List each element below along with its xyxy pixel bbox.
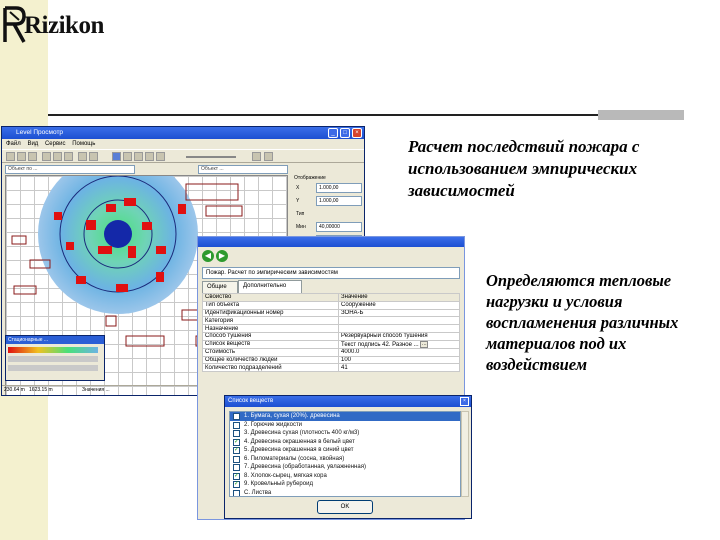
list-item[interactable]: 1. Бумага, сухая (20%). древесина [230,412,460,421]
object-combo[interactable]: Объект по ... [5,165,135,174]
dialog-titlebar[interactable] [225,396,471,407]
legend-title: Стационарные ... [6,336,104,344]
substance-list [229,411,461,497]
checkbox[interactable] [233,464,240,471]
properties-grid [202,293,460,372]
legend-scale [8,347,98,353]
grid-header: Свойство Значение [203,294,460,302]
close-button[interactable]: × [352,128,362,138]
back-button[interactable]: ◀ [202,250,214,262]
table-row[interactable]: Стоимость 4000.0 [203,348,460,356]
list-item[interactable]: 3. Древесина сухая (плотность 400 кг/м3) [230,429,460,438]
zoom-slider[interactable] [186,156,236,158]
checkbox[interactable] [233,430,240,437]
hand-icon[interactable] [123,152,132,161]
checkbox[interactable]: ✓ [234,472,240,479]
list-item[interactable]: ✓ 4. Древесина окрашенная в белый цвет [234,438,355,445]
table-row[interactable]: Общее количество людей 100 [203,356,460,364]
table-row[interactable]: Способ тушения Резервуарный способ тушения [203,332,460,340]
status-coord-x: 230.64 m [4,387,25,393]
table-row[interactable]: Тип объекта Сооружение [203,301,460,309]
props-header: Отображение [294,175,326,181]
rule-accent [598,110,684,120]
legend-row [8,365,98,371]
menu-file[interactable]: Файл [6,141,21,147]
ruler-icon[interactable] [145,152,154,161]
checkbox[interactable]: ✓ [234,447,240,453]
status-coord-y: 1623.15 m [29,387,53,393]
layers-icon[interactable] [134,152,143,161]
dialog-scrollbar[interactable] [461,411,469,497]
prop-row: Y 1.000,00 [294,196,364,207]
select-icon[interactable] [112,152,121,161]
checkbox[interactable]: ✓ [234,481,240,487]
map-window-title: Level Просмотр [16,129,64,136]
table-row[interactable]: Назначение [203,325,460,333]
menu-help[interactable]: Помощь [72,141,96,147]
prop-row: Тип [296,211,305,217]
menu-service[interactable]: Сервис [44,141,66,147]
ok-button[interactable]: OK [317,500,373,514]
prop-row: X 1.000,00 [294,183,364,194]
calculation-combo[interactable]: Пожар. Расчет по эмпирическим зависимостям [202,267,460,279]
tab-additional[interactable]: Дополнительно [238,280,302,293]
menu-view[interactable]: Вид [27,141,39,147]
horizontal-rule [48,114,684,116]
print-icon[interactable] [28,152,37,161]
status-right: Значения ... [82,387,110,393]
paste-icon[interactable] [64,152,73,161]
list-item[interactable]: ✓ 5. Древесина окрашенная в синий цвет [234,447,354,453]
checkbox[interactable]: ✓ [234,438,240,445]
slide-heading: Расчет последствий пожара с использованием эмпирических зависимостей [408,137,640,200]
zoom-out-icon[interactable] [89,152,98,161]
slide-body-text: Определяются тепловые нагрузки и условия воспламенения различных материалов под их воздействием [486,271,679,374]
list-item[interactable]: 6. Пиломатериалы (сосна, хвойная) [230,455,460,464]
dialog-close-button[interactable]: × [460,397,469,406]
ellipsis-button[interactable]: … [421,340,427,347]
table-row[interactable]: Категория [203,317,460,325]
map-menubar [2,139,364,149]
legend-row [8,356,98,362]
list-item[interactable]: 7. Древесина (обработанная, увлажненная) [230,463,460,472]
checkbox[interactable] [233,413,240,420]
grid-icon[interactable] [156,152,165,161]
list-item[interactable]: ✓ 9. Кровельный рубероид [234,481,313,487]
checkbox[interactable] [233,456,240,463]
checkbox[interactable] [233,422,240,429]
list-item[interactable]: ✓ 8. Хлопок-сырец, мягкая кора [234,472,327,479]
table-row[interactable]: Количество подразделений 41 [203,364,460,372]
options-icon[interactable] [252,152,261,161]
save-icon[interactable] [17,152,26,161]
open-icon[interactable] [6,152,15,161]
table-row[interactable]: Идентификационный номер ЗОНА-Б [203,309,460,317]
table-row[interactable]: Список веществ Текст подпись 42. Разное ... … [203,340,460,348]
maximize-button[interactable]: □ [340,128,350,138]
substance-list-dialog [224,395,472,519]
list-item[interactable]: С. Листва [230,489,460,498]
prop-row: Мин 40,00000 [294,222,364,233]
checkbox[interactable] [233,490,240,497]
forward-button[interactable]: ▶ [216,250,228,262]
rizikon-logo [2,6,122,46]
list-item[interactable]: 2. Горючие жидкости [230,421,460,430]
layer-combo[interactable]: Объект ... [198,165,288,174]
map-window-titlebar[interactable] [2,127,364,139]
copy-icon[interactable] [53,152,62,161]
substances-value: Текст подпись 42. Разное ... [341,341,419,348]
cut-icon[interactable] [42,152,51,161]
heat-zone-center [104,220,132,248]
help-icon[interactable] [264,152,273,161]
minimize-button[interactable]: _ [328,128,338,138]
zoom-in-icon[interactable] [78,152,87,161]
dialog-title: Список веществ [228,398,274,404]
tab-general[interactable]: Общие [202,281,238,293]
props-window-titlebar[interactable] [198,237,464,247]
map-toolbar [2,149,364,163]
legend-panel [5,335,105,381]
logo-text: Rizikon [24,12,104,39]
